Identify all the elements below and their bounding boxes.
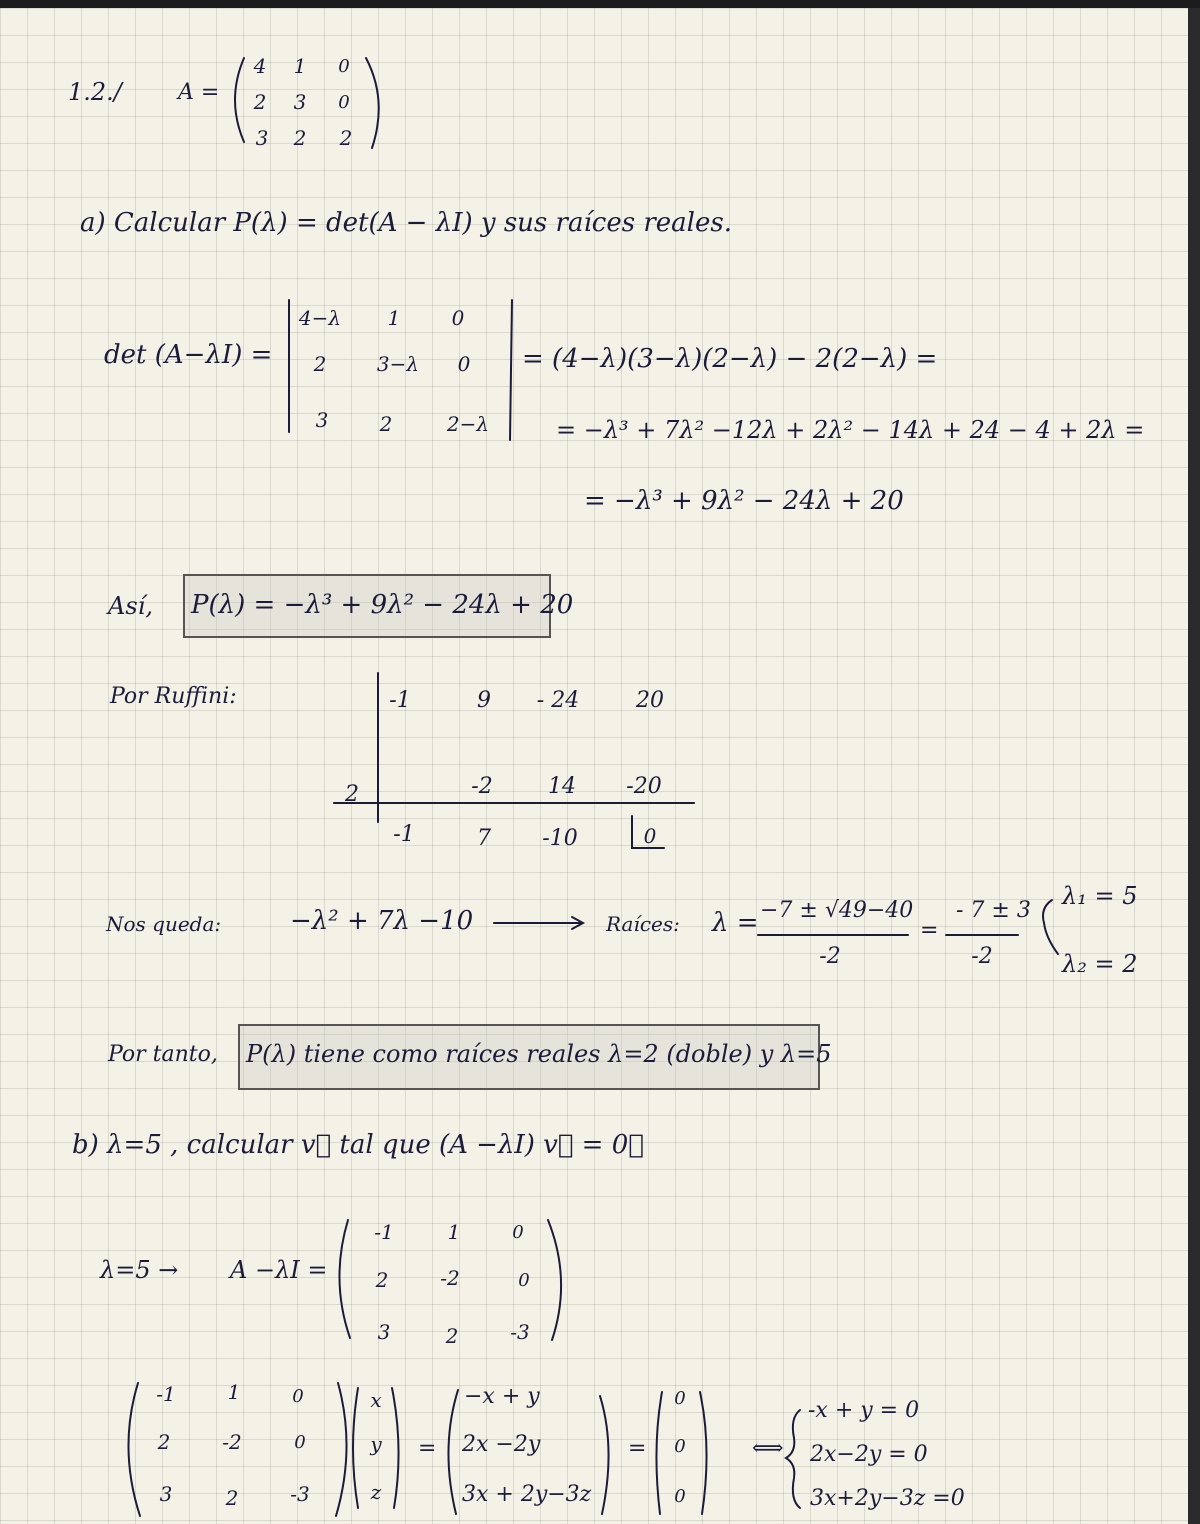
bottom-matrix-right-paren: [336, 1383, 347, 1516]
matrix-a-cell: 0: [338, 56, 350, 77]
product-entry: 3x + 2y−3z: [462, 1482, 592, 1507]
ruffini-bottom-cell: -10: [542, 826, 578, 851]
matrix-a-left-paren: [235, 58, 244, 142]
matrix-b-right-paren: [548, 1220, 561, 1340]
notebook-page: [0, 8, 1188, 1524]
roots-brace: [1043, 900, 1058, 954]
bottom-matrix-cell: -3: [290, 1482, 310, 1506]
bottom-matrix-cell: -1: [156, 1382, 176, 1406]
asi-label: Así,: [108, 592, 153, 620]
matrix-a-cell: 0: [338, 92, 350, 113]
system-equation: -x + y = 0: [808, 1398, 920, 1423]
equals-sign: =: [628, 1436, 647, 1461]
zero-left-paren: [656, 1392, 662, 1514]
conclusion-prefix: Por tanto,: [108, 1042, 218, 1067]
problem-number: 1.2./: [68, 78, 122, 106]
vector-entry: z: [370, 1480, 382, 1504]
ruffini-bottom-cell: -1: [393, 822, 415, 847]
vector-right-paren: [392, 1388, 399, 1508]
window-right-edge: [1188, 8, 1200, 1524]
product-entry: −x + y: [464, 1384, 540, 1409]
iff-symbol: ⟺: [752, 1436, 784, 1461]
bottom-matrix-cell: 0: [292, 1386, 304, 1407]
matrix-b-cell: 3: [377, 1320, 391, 1344]
matrix-a-cell: 2: [253, 90, 267, 114]
det-cell: 3: [315, 408, 329, 432]
ruffini-top-cell: - 24: [536, 688, 580, 713]
vector-left-paren: [353, 1388, 358, 1508]
matrix-a-right-paren: [366, 58, 379, 148]
det-cell: 4−λ: [298, 306, 342, 330]
matrix-a-cell: 2: [293, 126, 307, 150]
ruffini-bottom-cell: 7: [477, 826, 491, 851]
zero-entry: 0: [674, 1436, 686, 1457]
matrix-a-cell: 3: [255, 126, 269, 150]
boxed-polynomial-text: P(λ) = −λ³ + 9λ² − 24λ + 20: [191, 590, 574, 620]
vector-entry: x: [370, 1388, 382, 1412]
zero-entry: 0: [674, 1388, 686, 1409]
bottom-matrix-cell: 1: [227, 1380, 241, 1404]
bottom-matrix-cell: 2: [157, 1430, 171, 1454]
zero-right-paren: [700, 1392, 707, 1514]
matrix-b-cell: 2: [375, 1268, 389, 1292]
matrix-a-cell: 3: [293, 90, 307, 114]
fraction-1-numerator: −7 ± √49−40: [760, 898, 914, 923]
matrix-b-cell: 2: [445, 1324, 459, 1348]
det-cell: 0: [457, 352, 471, 376]
raices-label: Raíces:: [606, 912, 680, 936]
det-label: det (A−λI) =: [104, 340, 273, 370]
det-right-bar: [510, 300, 512, 440]
matrix-a-cell: 1: [293, 54, 307, 78]
matrix-a-cell: 4: [253, 54, 267, 78]
fraction-2-denominator: -2: [971, 944, 993, 969]
part-a-statement: a) Calcular P(λ) = det(A − λI) y sus raíces reales.: [80, 208, 732, 238]
det-cell: 1: [387, 306, 401, 330]
bottom-matrix-cell: -2: [222, 1430, 242, 1454]
det-cell: 3−λ: [376, 352, 420, 376]
bottom-matrix-cell: 3: [159, 1482, 173, 1506]
matrix-b-cell: 0: [512, 1222, 524, 1243]
expansion-line-2: = −λ³ + 7λ² −12λ + 2λ² − 14λ + 24 − 4 + 2λ =: [556, 416, 1145, 444]
boxed-conclusion-text: P(λ) tiene como raíces reales λ=2 (doble) y λ=5: [246, 1040, 832, 1068]
expansion-line-1: = (4−λ)(3−λ)(2−λ) − 2(2−λ) =: [522, 344, 938, 374]
fraction-2-numerator: - 7 ± 3: [956, 898, 1031, 923]
lambda-2: λ₂ = 2: [1062, 950, 1138, 978]
matrix-b-left-paren: [339, 1220, 350, 1338]
matrix-b-cell: -2: [440, 1266, 460, 1290]
equals-sign: =: [418, 1436, 437, 1461]
ruffini-top-cell: 20: [636, 688, 664, 713]
matrix-b-cell: 0: [518, 1270, 530, 1291]
matrix-a-label: A =: [178, 80, 220, 105]
ruffini-middle-cell: -20: [626, 774, 662, 799]
matrix-b-cell: -3: [510, 1320, 530, 1344]
lambda-substitution: λ=5 →: [100, 1256, 179, 1284]
ruffini-middle-cell: -2: [471, 774, 493, 799]
det-cell: 2: [313, 352, 327, 376]
ruffini-label: Por Ruffini:: [110, 684, 237, 709]
lambda-1: λ₁ = 5: [1062, 882, 1138, 910]
matrix-b-cell: 1: [447, 1220, 461, 1244]
expansion-line-3: = −λ³ + 9λ² − 24λ + 20: [584, 486, 904, 516]
fraction-equals: =: [920, 918, 939, 943]
matrix-b-label: A −λI =: [230, 1256, 328, 1284]
matrix-a-cell: 2: [339, 126, 353, 150]
vector-entry: y: [370, 1432, 382, 1456]
ruffini-remainder: 0: [643, 824, 657, 848]
det-cell: 2: [379, 412, 393, 436]
quadratic: −λ² + 7λ −10: [290, 906, 474, 936]
matrix-b-cell: -1: [374, 1220, 394, 1244]
boxed-polynomial: [183, 574, 574, 638]
bottom-matrix-cell: 2: [225, 1486, 239, 1510]
ruffini-root: 2: [345, 782, 359, 807]
part-b-statement: b) λ=5 , calcular v⃗ tal que (A −λI) v⃗ = 0⃗: [72, 1130, 644, 1160]
product-left-paren: [448, 1390, 458, 1514]
arrow-head: [572, 917, 583, 929]
ruffini-top-cell: 9: [477, 688, 491, 713]
system-equation: 2x−2y = 0: [810, 1442, 928, 1467]
fraction-1-denominator: -2: [819, 944, 841, 969]
ruffini-top-cell: -1: [389, 688, 411, 713]
nos-queda-label: Nos queda:: [106, 912, 222, 936]
bottom-matrix-left-paren: [128, 1383, 140, 1516]
product-right-paren: [600, 1396, 609, 1514]
bottom-matrix-cell: 0: [294, 1432, 306, 1453]
ruffini-middle-cell: 14: [548, 774, 576, 799]
system-brace: [786, 1410, 800, 1508]
boxed-conclusion: [238, 1024, 832, 1090]
det-cell: 0: [451, 306, 465, 330]
zero-entry: 0: [674, 1486, 686, 1507]
product-entry: 2x −2y: [462, 1432, 541, 1457]
det-cell: 2−λ: [446, 412, 490, 436]
system-equation: 3x+2y−3z =0: [810, 1486, 965, 1511]
lambda-equals: λ =: [712, 908, 759, 938]
